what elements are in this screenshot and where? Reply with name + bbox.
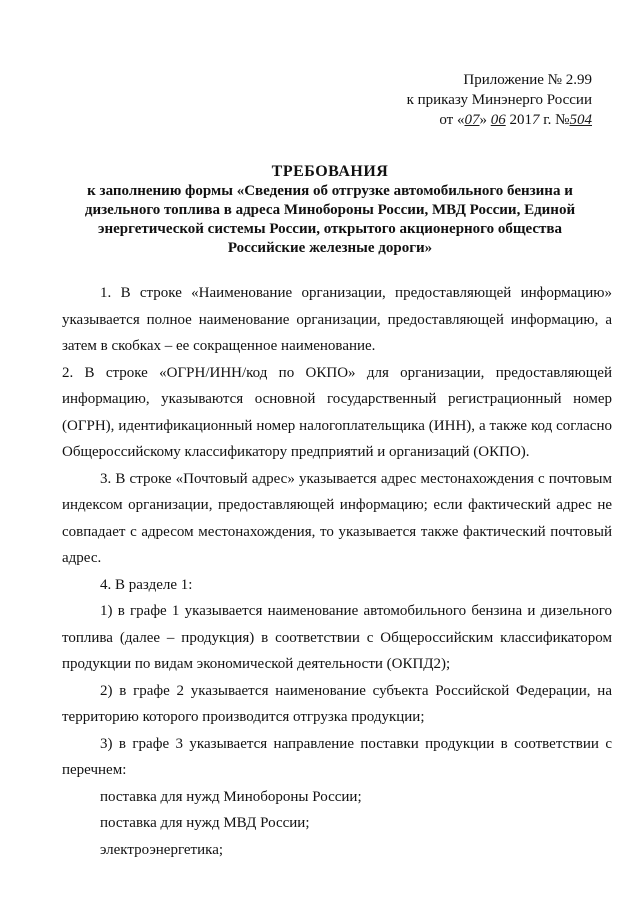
paragraph-4: 4. В разделе 1: bbox=[100, 576, 193, 593]
order-year-digit: 7 bbox=[531, 112, 540, 128]
list-item: поставка для нужд Минобороны России; bbox=[100, 788, 362, 805]
paragraph-1: 1. В строке «Наименование организации, предоставляющей информацию» указывается полное наименование организации, предоставляющей информацию, а затем в скобках – ее сокращенное наименование. bbox=[62, 285, 612, 354]
sub-item-2: 2) в графе 2 указывается наименование субъекта Российской Федерации, на территорию которого производится отгрузка продукции; bbox=[62, 682, 612, 725]
order-number: 504 bbox=[569, 112, 592, 128]
order-day: 07 bbox=[464, 112, 480, 128]
order-month: 06 bbox=[490, 112, 506, 128]
paragraph-2: 2. В строке «ОГРН/ИНН/код по ОКПО» для организации, предоставляющей информацию, указываются основной государственный регистрационный номер (ОГРН), идентификационный номер налогоплательщика (ИНН), а также код согласно Общероссийскому классификатору предприятий и организаций (ОКПО). bbox=[62, 364, 612, 460]
appendix-header bbox=[332, 70, 592, 130]
sub-item-1: 1) в графе 1 указывается наименование автомобильного бензина и дизельного топлива (далее – продукция) в соответствии с Общероссийским классификатором продукции по видам экономической деятельности (ОКПД2); bbox=[62, 603, 612, 672]
document-body bbox=[62, 280, 612, 863]
paragraph-3: 3. В строке «Почтовый адрес» указывается адрес местонахождения с почтовым индексом организации, предоставляющей информацию; если фактический адрес не совпадает с адресом местонахождения, то указывается также фактический почтовый адрес. bbox=[62, 470, 612, 566]
order-reference: к приказу Минэнерго России bbox=[406, 92, 592, 108]
list-item: поставка для нужд МВД России; bbox=[100, 815, 310, 831]
list-item: электроэнергетика; bbox=[100, 841, 224, 858]
title-line: Российские железные дороги» bbox=[227, 240, 433, 256]
title-heading: ТРЕБОВАНИЯ bbox=[271, 163, 389, 180]
sub-item-3: 3) в графе 3 указывается направление поставки продукции в соответствии с перечнем: bbox=[62, 735, 612, 778]
appendix-number: Приложение № 2.99 bbox=[463, 72, 592, 88]
title-line: к заполнению формы «Сведения об отгрузке автомобильного бензина и bbox=[87, 183, 573, 199]
title-line: энергетической системы России, открытого акционерного общества bbox=[97, 221, 562, 237]
order-date-line: от «07» 06 2017 г. №504 bbox=[439, 112, 592, 128]
document-title bbox=[60, 162, 600, 258]
title-line: дизельного топлива в адреса Минобороны России, МВД России, Единой bbox=[84, 202, 576, 218]
